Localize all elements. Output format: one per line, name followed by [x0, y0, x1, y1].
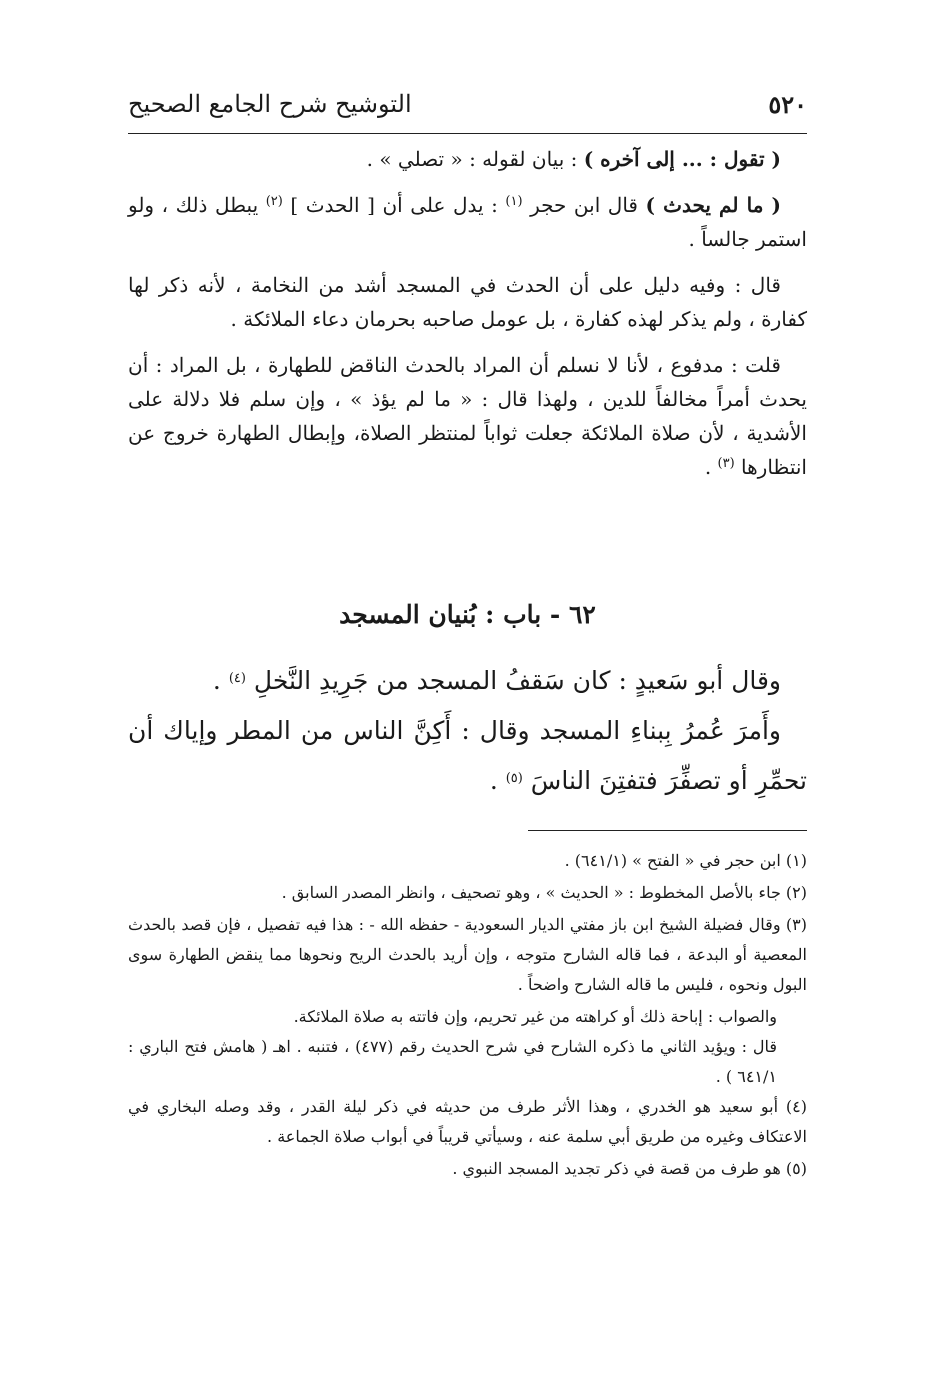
hadith-1-end: .	[212, 666, 229, 695]
footnote-1: (١) ابن حجر في « الفتح » (٦٤١/١) .	[564, 851, 807, 870]
footnote-2: (٢) جاء بالأصل المخطوط : « الحديث » ، وهو تصحيف ، وانظر المصدر السابق .	[281, 883, 807, 902]
paragraph-2-text-b: : يدل على أن [ الحدث ]	[282, 193, 506, 217]
footnote-ref-5: (٥)	[505, 771, 523, 786]
page-number: ٥٢٠	[768, 90, 807, 119]
footnote-3-quote: قال : ويؤيد الثاني ما ذكره الشارح في شرح الحديث رقم (٤٧٧) ، فتنبه . اهـ ( هامش فتح الباري : ٦٤١/١ ) .	[128, 1037, 777, 1086]
paragraph-4-text-a: قلت : مدفوع ، لأنا لا نسلم أن المراد بالحدث الناقض للطهارة ، بل المراد : أن يحدث أمراً مخالفاً للدين ، ولهذا قال : « ما لم يؤذ » ، وإن سلم فلا دلالة على الأشدية ، لأن صلاة الملائكة جعلت ثواباً لمنتظر الصلاة، وإبطال الطهارة خروج عن انتظارها	[128, 353, 807, 479]
footnote-4: (٤) أبو سعيد هو الخدري ، وهذا الأثر طرف من حديثه في ذكر ليلة القدر ، وقد وصله البخاري في الاعتكاف وغيره من طريق أبي سلمة عنه ، وسيأتي قريباً في أبواب صلاة الجماعة .	[128, 1097, 808, 1146]
hadith-1-text: وقال أبو سَعيدٍ : كان سَقفُ المسجد من جَرِيدِ النَّخلِ	[245, 666, 781, 695]
paragraph-2-text-c: يبطل ذلك ، ولو استمر جالساً .	[128, 193, 807, 251]
footnote-3: (٣) وقال فضيلة الشيخ ابن باز مفتي الديار السعودية - حفظه الله - : هذا فيه تفصيل ، فإن قصد بالحدث المعصية أو البدعة ، فما قاله الشارح متوجه ، وإن أريد بالحدث الريح ونحوها مما ينقض الطهارة سوى البول ونحوه ، فليس ما قاله الشارح واضحاً .	[128, 915, 808, 994]
paragraph-2	[128, 188, 807, 256]
hadith-2-text: وأَمرَ عُمرُ بِبناءِ المسجد وقال : أَكِنَّ الناس من المطر وإياك أن تحمِّرِ أو تصفِّرَ فتفتِنَ الناسَ	[128, 716, 807, 795]
footnote-ref-1: (١)	[505, 194, 523, 209]
footnotes	[128, 846, 807, 1186]
footnote-5: (٥) هو طرف من قصة في ذكر تجديد المسجد النبوي .	[452, 1159, 807, 1178]
chapter-heading: ٦٢ - باب : بُنيان المسجد	[339, 600, 596, 629]
hadith-2-end: .	[489, 766, 506, 795]
footnote-ref-2: (٢)	[265, 194, 283, 209]
hadith-1	[128, 656, 807, 706]
paragraph-4-text-b: .	[704, 455, 718, 479]
footnotes-rule	[528, 830, 807, 831]
paragraph-1-text: : بيان لقوله : « تصلي » .	[366, 147, 584, 171]
page-header	[128, 80, 807, 130]
paragraph-3: قال : وفيه دليل على أن الحدث في المسجد أشد من النخامة ، لأنه ذكر لها كفارة ، ولم يذكر لهذه كفارة ، بل عومل صاحبه بحرمان دعاء الملائكة .	[128, 273, 807, 331]
paragraph-1	[128, 142, 807, 176]
running-title: التوشيح شرح الجامع الصحيح	[128, 90, 412, 118]
hadith-text	[128, 656, 807, 806]
main-text	[128, 142, 807, 496]
footnote-3-continued: والصواب : إباحة ذلك أو كراهته من غير تحريم، وإن فاتته به صلاة الملائكة.	[293, 1007, 777, 1026]
footnote-ref-4: (٤)	[228, 671, 246, 686]
paragraph-2-text-a: قال ابن حجر	[522, 193, 646, 217]
hadith-2	[128, 706, 807, 806]
paragraph-4	[128, 348, 807, 484]
lemma-2: ( ما لم يحدث )	[645, 193, 782, 217]
header-rule	[128, 133, 807, 134]
footnote-ref-3: (٣)	[717, 456, 735, 471]
lemma-1: ( تقول : ... إلى آخره )	[583, 147, 781, 171]
